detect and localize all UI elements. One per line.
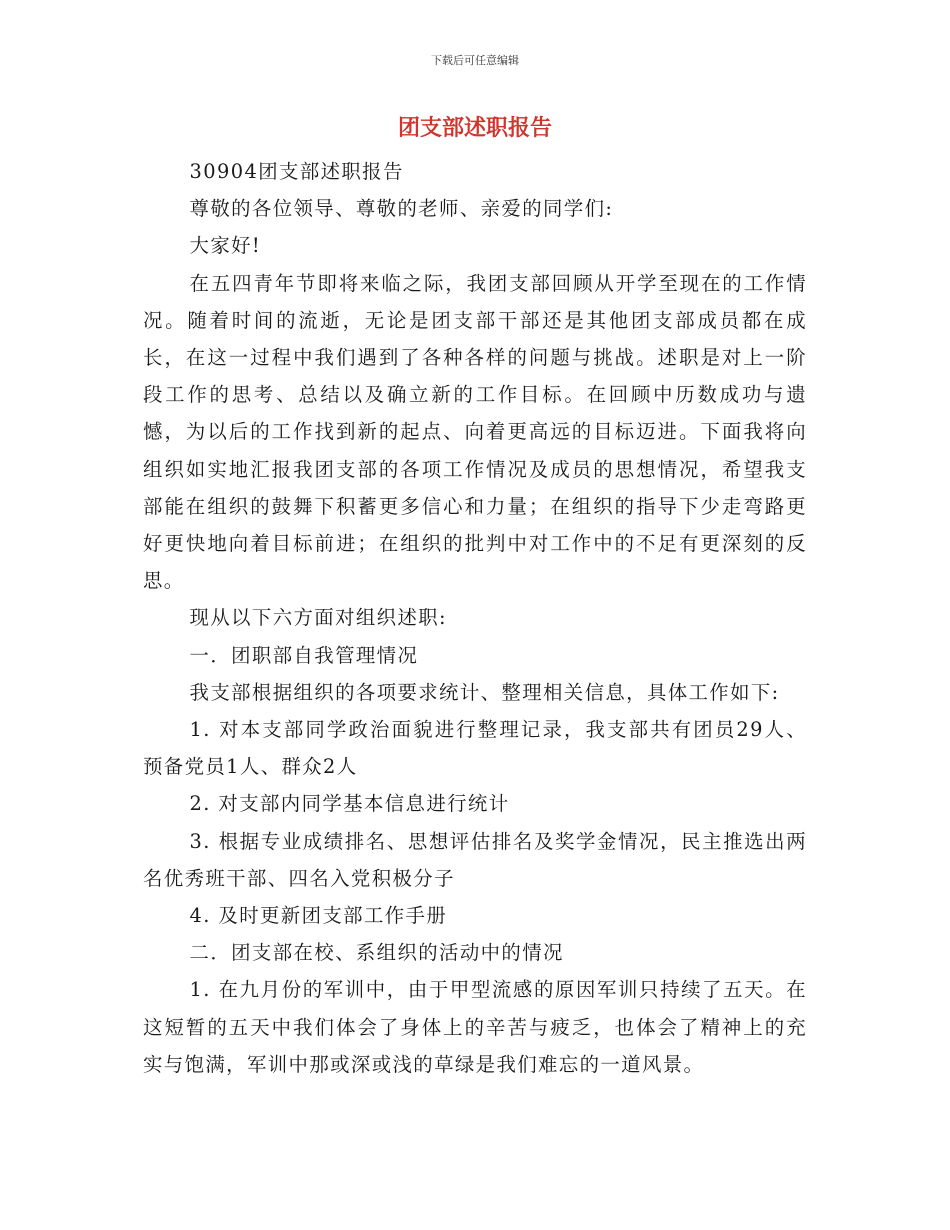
list-item-1: 1. 对本支部同学政治面貌进行整理记录，我支部共有团员29人、预备党员1人、群众2人 xyxy=(143,718,807,779)
paragraph-overview: 现从以下六方面对组织述职: xyxy=(189,606,447,630)
paragraph-subtitle: 30904团支部述职报告 xyxy=(189,160,404,183)
list-item-2: 2. 对支部内同学基本信息进行统计 xyxy=(189,792,510,816)
document-body xyxy=(143,153,807,1083)
section-heading-2: 二．团支部在校、系组织的活动中的情况 xyxy=(189,941,564,965)
document-title: 团支部述职报告 xyxy=(397,116,552,141)
paragraph-intro: 在五四青年节即将来临之际，我团支部回顾从开学至现在的工作情况。随着时间的流逝，无论是团支部干部还是其他团支部成员都在成长，在这一过程中我们遇到了各种各样的问题与挑战。述职是对上一阶段工作的思考、总结以及确立新的工作目标。在回顾中历数成功与遗憾，为以后的工作找到新的起点、向着更高远的目标迈进。下面我将向组织如实地汇报我团支部的各项工作情况及成员的思想情况，希望我支部能在组织的鼓舞下积蓄更多信心和力量；在组织的指导下少走弯路更好更快地向着目标前进；在组织的批判中对工作中的不足有更深刻的反思。 xyxy=(143,271,807,593)
paragraph-section-1-intro: 我支部根据组织的各项要求统计、整理相关信息，具体工作如下: xyxy=(189,680,780,704)
list-item-military-training: 1. 在九月份的军训中，由于甲型流感的原因军训只持续了五天。在这短暂的五天中我们体会了身体上的辛苦与疲乏，也体会了精神上的充实与饱满，军训中那或深或浅的草绿是我们难忘的一道风景。 xyxy=(143,978,807,1076)
paragraph-salutation: 尊敬的各位领导、尊敬的老师、亲爱的同学们: xyxy=(189,197,614,221)
paragraph-greeting: 大家好! xyxy=(189,234,262,258)
list-item-3: 3. 根据专业成绩排名、思想评估排名及奖学金情况，民主推选出两名优秀班干部、四名入党积极分子 xyxy=(143,829,807,890)
page-header-note: 下载后可任意编辑 xyxy=(431,54,519,67)
list-item-4: 4. 及时更新团支部工作手册 xyxy=(189,904,448,928)
section-heading-1: 一．团职部自我管理情况 xyxy=(189,643,419,667)
